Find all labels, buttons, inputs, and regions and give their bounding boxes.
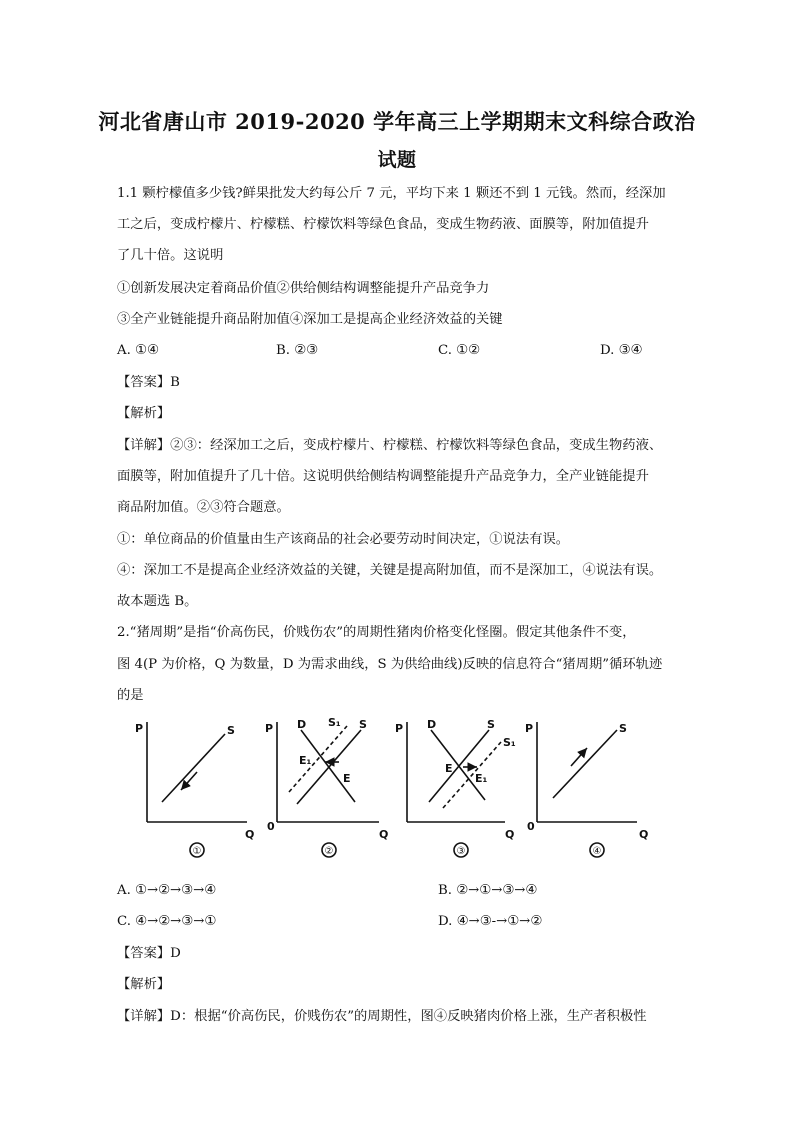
q2-option-a: A. ①→②→③→④ (117, 883, 217, 898)
diagram-3 (407, 722, 505, 822)
equilibrium-e-label: E (445, 762, 453, 775)
caption-3: ③ (456, 846, 466, 857)
demand-label: D (297, 718, 307, 731)
supply-curve (553, 730, 617, 798)
page-title-continued: 试题 (377, 149, 417, 171)
origin-label: 0 (267, 820, 275, 833)
diagram-4 (537, 722, 637, 822)
q2-answer: 【答案】D (117, 946, 181, 961)
q2-stem-line: 图 4(P 为价格，Q 为数量，D 为需求曲线，S 为供给曲线)反映的信息符合“猪周期”循环轨迹 (117, 657, 663, 672)
supply-s1-label: S₁ (503, 736, 516, 749)
axis-q-label: Q (505, 828, 515, 841)
q1-option-c: C. ①② (438, 343, 480, 358)
q1-detail-line: ①：单位商品的价值量由生产该商品的社会必要劳动时间决定，①说法有误。 (117, 532, 570, 547)
q1-option-b: B. ②③ (276, 343, 319, 358)
supply-label: S (359, 718, 367, 731)
q1-stem-line: 工之后，变成柠檬片、柠檬糕、柠檬饮料等绿色食品，变成生物药液、面膜等，附加值提升 (117, 217, 649, 232)
supply-label: S (619, 722, 627, 735)
q1-stem-line: 了几十倍。这说明 (117, 248, 224, 263)
demand-label: D (427, 718, 437, 731)
q1-detail-line: 面膜等，附加值提升了几十倍。这说明供给侧结构调整能提升产品竞争力，全产业链能提升 (117, 469, 649, 484)
q2-option-c: C. ④→②→③→① (117, 914, 217, 929)
q1-detail-line: ④：深加工不是提高企业经济效益的关键，关键是提高附加值，而不是深加工，④说法有误。 (117, 563, 663, 578)
q2-stem-line: 的是 (117, 688, 144, 703)
axis-p-label: P (265, 722, 274, 735)
q1-detail-line: 商品附加值。②③符合题意。 (117, 500, 290, 515)
q2-option-b: B. ②→①→③→④ (438, 883, 538, 898)
q1-answer: 【答案】B (117, 375, 180, 390)
equilibrium-e1-label: E₁ (299, 754, 312, 767)
equilibrium-e1-label: E₁ (475, 772, 488, 785)
axis-q-label: Q (245, 828, 255, 841)
supply-curve (297, 730, 361, 804)
supply-curve (429, 730, 489, 802)
supply-demand-figure (117, 712, 677, 862)
q1-option-a: A. ①④ (117, 343, 159, 358)
q1-option-d: D. ③④ (600, 343, 643, 358)
diagram-1 (147, 722, 247, 822)
q1-detail-line: 故本题选 B。 (117, 594, 198, 609)
supply-label: S (487, 718, 495, 731)
axis-p-label: P (135, 722, 144, 735)
axis-p-label: P (395, 722, 404, 735)
q2-detail-line: 【详解】D：根据“价高伤民，价贱伤农”的周期性，图④反映猪肉价格上涨，生产者积极性 (117, 1009, 647, 1024)
origin-label: 0 (527, 820, 535, 833)
caption-1: ① (192, 846, 202, 857)
q2-analysis-label: 【解析】 (117, 977, 171, 992)
axis-q-label: Q (639, 828, 649, 841)
axis-p-label: P (525, 722, 534, 735)
supply-s1-label: S₁ (328, 716, 341, 729)
movement-arrow (181, 772, 197, 790)
q1-statement-line: ①创新发展决定着商品价值②供给侧结构调整能提升产品竞争力 (117, 281, 490, 296)
axis-q-label: Q (379, 828, 389, 841)
q1-stem-line: 1.1 颗柠檬值多少钱?鲜果批发大约每公斤 7 元，平均下来 1 颗还不到 1 元钱。然而，经深加 (117, 186, 666, 201)
page-title: 河北省唐山市 2019-2020 学年高三上学期期末文科综合政治 (98, 109, 696, 134)
q2-option-d: D. ④→③-→①→② (438, 914, 543, 929)
equilibrium-e-label: E (343, 772, 351, 785)
q1-statement-line: ③全产业链能提升商品附加值④深加工是提高企业经济效益的关键 (117, 312, 503, 327)
caption-4: ④ (592, 846, 602, 857)
q1-analysis-label: 【解析】 (117, 406, 171, 421)
q1-detail-line: 【详解】②③：经深加工之后，变成柠檬片、柠檬糕、柠檬饮料等绿色食品，变成生物药液、 (117, 438, 663, 453)
supply-curve (162, 734, 225, 802)
supply-curve-s1 (289, 726, 347, 792)
diagram-2 (277, 722, 379, 822)
q2-stem-line: 2.“猪周期”是指“价高伤民，价贱伤农”的周期性猪肉价格变化怪圈。假定其他条件不变， (117, 625, 636, 640)
caption-2: ② (324, 846, 334, 857)
supply-label: S (227, 724, 235, 737)
